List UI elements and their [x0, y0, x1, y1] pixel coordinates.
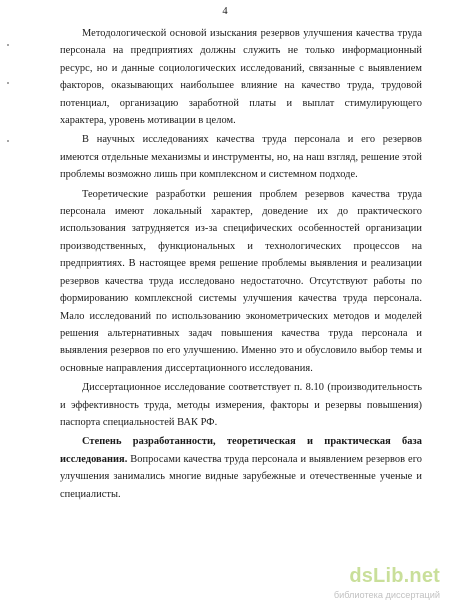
paragraph-1: Методологической основой изыскания резервов улучшения качества труда персонала на предприятиях должны служить не только информационный ресурс, но и данные социологических исследований, связанные с выявлением факторов, оказывающих наибольшее влияние на качество труда, трудовой потенциал, организацию заработной платы и выплат стимулирующего характера, уровень мотивации в целом.: [60, 28, 422, 127]
page-number: 4: [222, 6, 228, 17]
paragraph-3: Теоретические разработки решения проблем резервов качества труда персонала имеют локальный характер, доведение их до практического использования затрудняется из-за специфических особенностей организации производственных, функциональных и технологических процессов на предприятиях. В настоящее время решение проблемы выявления и реализации резервов качества труда исследовано недостаточно. Отсутствуют работы по формированию комплексной системы улучшения качества труда персонала. Мало исследований по использованию эконометрических методов и моделей решения альтернативных задач повышения качества труда персонала и выявления резервов по его улучшению. Именно это и обусловило выбор темы и основные направления диссертационного исследования.: [60, 188, 422, 374]
paragraph-5-text: Вопросами качества труда персонала и выявлением резервов его улучшения занимались многие видные зарубежные и отечественные ученые и специалисты.: [60, 453, 422, 500]
scan-speck: [7, 82, 9, 84]
watermark-subtitle: библиотека диссертаций: [333, 590, 440, 600]
paragraph-5: [60, 433, 422, 503]
watermark: [333, 565, 440, 605]
section-heading: Степень разработанности, теоретическая и практическая база исследования.: [60, 436, 422, 465]
scan-speck: [7, 44, 9, 46]
scan-speck: [7, 140, 9, 142]
paragraph-4: Диссертационное исследование соответствует п. 8.10 (производительность и эффективность труда, методы измерения, факторы и резервы повышения) паспорта специальностей ВАК РФ.: [60, 382, 422, 428]
document-body: [60, 25, 422, 503]
watermark-logo: dsLib.net: [349, 565, 440, 587]
paragraph-2: В научных исследованиях качества труда персонала и его резервов имеются отдельные механизмы и инструменты, но, на наш взгляд, решение этой проблемы возможно лишь при комплексном и системном подходе.: [60, 134, 422, 181]
